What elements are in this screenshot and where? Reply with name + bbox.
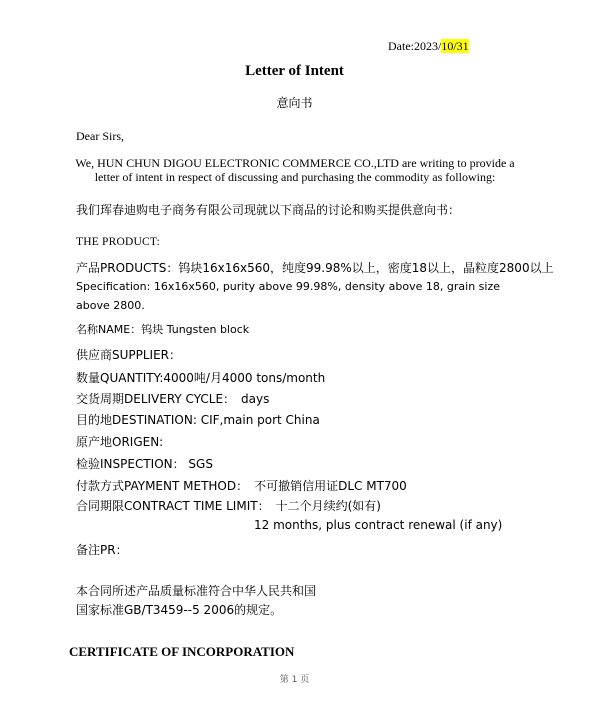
page-title: Letter of Intent bbox=[245, 63, 344, 79]
intro-paragraph-cn: 我们珲春迪购电子商务有限公司现就以下商品的讨论和购买提供意向书： bbox=[76, 203, 461, 217]
date-line bbox=[388, 39, 469, 54]
inspection-line: 检验INSPECTION： SGS bbox=[76, 457, 213, 471]
date-highlight: 10/31 bbox=[441, 39, 469, 53]
product-heading: THE PRODUCT: bbox=[76, 236, 160, 248]
origin-line: 原产地ORIGEN: bbox=[76, 435, 164, 449]
delivery-line: 交货周期DELIVERY CYCLE： days bbox=[76, 392, 270, 406]
certificate-heading: CERTIFICATE OF INCORPORATION bbox=[69, 644, 295, 659]
contract-months-text: 12 months, plus contract renewal (if any) bbox=[254, 518, 503, 532]
page-number: 第 1 页 bbox=[279, 675, 310, 685]
pr-line: 备注PR： bbox=[76, 543, 128, 557]
date-prefix: Date:2023/ bbox=[388, 39, 442, 53]
contract-line: 合同期限CONTRACT TIME LIMIT： 十二个月续约(如有) bbox=[76, 499, 381, 513]
destination-line: 目的地DESTINATION: CIF,main port China bbox=[76, 413, 320, 427]
intro-paragraph-en: We, HUN CHUN DIGOU ELECTRONIC COMMERCE CO.,LTD are writing to provide a letter of intent in respect of discussing and purchasing the commodity as following: bbox=[75, 156, 515, 184]
payment-line: 付款方式PAYMENT METHOD： 不可撤销信用证DLC MT700 bbox=[76, 479, 407, 493]
quality-standard-text: 本合同所述产品质量标准符合中华人民共和国国家标准GB/T3459--5 2006的规定。 bbox=[76, 584, 317, 617]
greeting: Dear Sirs, bbox=[76, 129, 124, 143]
page-subtitle: 意向书 bbox=[276, 96, 313, 110]
products-line: 产品PRODUCTS：钨块16x16x560，纯度99.98%以上，密度18以上，晶粒度2800以上 bbox=[76, 261, 554, 275]
quantity-line: 数量QUANTITY:4000吨/月4000 tons/month bbox=[76, 371, 326, 385]
specification-text: Specification: 16x16x560, purity above 99.98%, density above 18, grain size above 2800. bbox=[76, 280, 500, 312]
supplier-line: 供应商SUPPLIER： bbox=[76, 348, 182, 362]
name-line: 名称NAME：钨块 Tungsten block bbox=[76, 323, 250, 336]
